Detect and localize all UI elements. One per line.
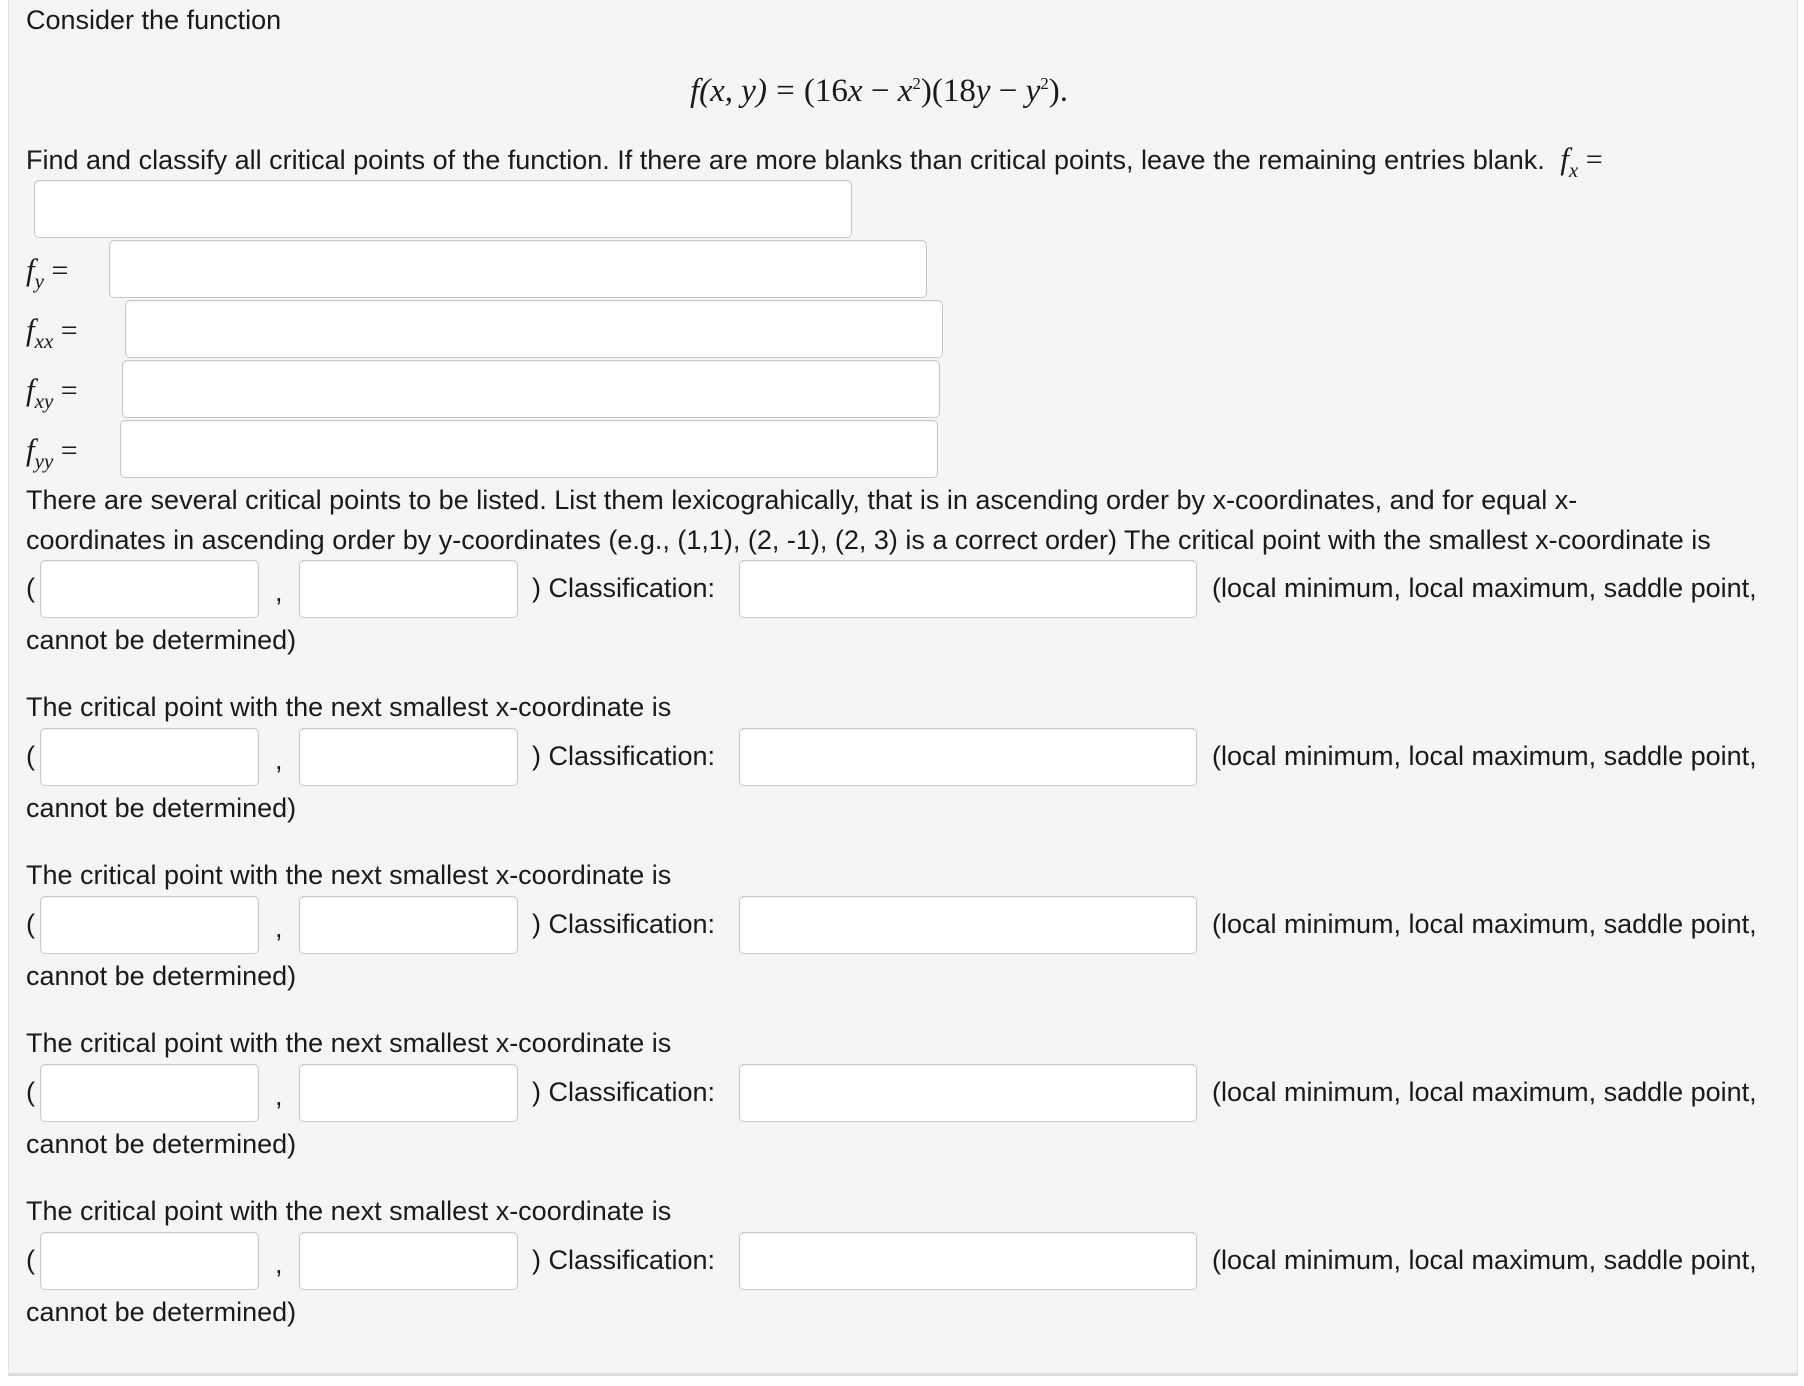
point3-x-input[interactable] (40, 896, 259, 954)
intro-text: Consider the function (26, 5, 282, 35)
classification-options-cont: cannot be determined) (26, 793, 297, 823)
point4-x-input[interactable] (40, 1064, 259, 1122)
comma: , (275, 745, 283, 775)
order-text-line1: There are several critical points to be listed. List them lexicograhically, that is in ascending order by x-coordinates, and for equal x- (26, 485, 1578, 515)
point5-x-input[interactable] (40, 1232, 259, 1290)
fyy-label: $f_{yy}$ = (26, 432, 78, 473)
fxx-label: $f_{xx}$ = (26, 312, 78, 353)
point3-classification-input[interactable] (739, 896, 1197, 954)
classification-label: ) Classification: (532, 573, 716, 603)
point2-x-input[interactable] (40, 728, 259, 786)
classification-label: ) Classification: (532, 1245, 716, 1275)
classification-label: ) Classification: (532, 741, 716, 771)
comma: , (275, 913, 283, 943)
fx-label: $f_x$ (1560, 141, 1579, 182)
fy-input[interactable] (109, 240, 927, 298)
open-paren: ( (26, 1245, 35, 1275)
open-paren: ( (26, 741, 35, 771)
point2-y-input[interactable] (299, 728, 518, 786)
point1-y-input[interactable] (299, 560, 518, 618)
classification-options: (local minimum, local maximum, saddle point, (1212, 573, 1757, 603)
point3-y-input[interactable] (299, 896, 518, 954)
point1-classification-input[interactable] (739, 560, 1197, 618)
order-text-line2: coordinates in ascending order by y-coordinates (e.g., (1,1), (2, -1), (2, 3) is a correct order) The critical point with the smallest x-coordinate is (26, 525, 1711, 555)
fxy-label: $f_{xy}$ = (26, 372, 78, 413)
classification-options: (local minimum, local maximum, saddle point, (1212, 909, 1757, 939)
open-paren: ( (26, 909, 35, 939)
fyy-input[interactable] (120, 420, 938, 478)
classification-options: (local minimum, local maximum, saddle point, (1212, 741, 1757, 771)
classification-options-cont: cannot be determined) (26, 625, 297, 655)
classification-options-cont: cannot be determined) (26, 961, 297, 991)
point2-classification-input[interactable] (739, 728, 1197, 786)
open-paren: ( (26, 573, 35, 603)
open-paren: ( (26, 1077, 35, 1107)
classification-options: (local minimum, local maximum, saddle point, (1212, 1245, 1757, 1275)
instruction-text: Find and classify all critical points of the function. If there are more blanks than critical points, leave the remaining entries blank. $f_x$ = (26, 141, 1603, 182)
classification-options-cont: cannot be determined) (26, 1297, 297, 1327)
comma: , (275, 1249, 283, 1279)
comma: , (275, 1081, 283, 1111)
point4-y-input[interactable] (299, 1064, 518, 1122)
point5-y-input[interactable] (299, 1232, 518, 1290)
next-point-text: The critical point with the next smallest x-coordinate is (26, 1028, 672, 1058)
fxx-input[interactable] (125, 300, 943, 358)
classification-label: ) Classification: (532, 909, 716, 939)
classification-options-cont: cannot be determined) (26, 1129, 297, 1159)
point4-classification-input[interactable] (739, 1064, 1197, 1122)
fy-label: $f_y$ = (26, 252, 69, 293)
fx-input[interactable] (34, 180, 852, 238)
fxy-input[interactable] (122, 360, 940, 418)
next-point-text: The critical point with the next smallest x-coordinate is (26, 1196, 672, 1226)
next-point-text: The critical point with the next smallest x-coordinate is (26, 692, 672, 722)
point5-classification-input[interactable] (739, 1232, 1197, 1290)
classification-label: ) Classification: (532, 1077, 716, 1107)
point1-x-input[interactable] (40, 560, 259, 618)
function-formula: f(x, $y) = (16x - x^2)(18y - y^2)$. (690, 73, 1069, 109)
next-point-text: The critical point with the next smallest x-coordinate is (26, 860, 672, 890)
comma: , (275, 577, 283, 607)
classification-options: (local minimum, local maximum, saddle point, (1212, 1077, 1757, 1107)
